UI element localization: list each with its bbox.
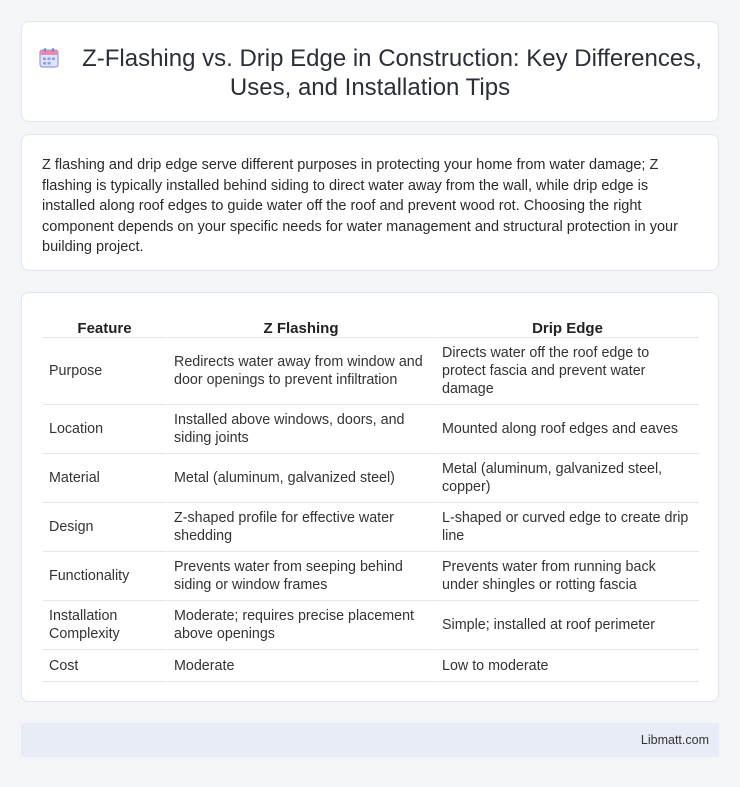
feature-cell: Location <box>43 405 166 454</box>
table-row <box>43 601 699 650</box>
intro-card <box>21 134 719 271</box>
feature-cell: Purpose <box>43 338 166 405</box>
drip-edge-cell: L-shaped or curved edge to create drip line <box>434 503 699 552</box>
drip-edge-cell: Prevents water from running back under shingles or rotting fascia <box>434 552 699 601</box>
comparison-table <box>43 313 699 682</box>
drip-edge-cell: Mounted along roof edges and eaves <box>434 405 699 454</box>
feature-cell: Design <box>43 503 166 552</box>
header-feature: Feature <box>43 313 166 338</box>
header-drip-edge: Drip Edge <box>434 313 699 338</box>
header-z-flashing: Z Flashing <box>166 313 434 338</box>
page-title: Z-Flashing vs. Drip Edge in Construction: Key Differences, Uses, and Installation Tips <box>82 45 702 101</box>
table-row <box>43 552 699 601</box>
footer-brand-link[interactable]: Libmatt.com <box>640 733 709 747</box>
title-card <box>21 21 719 122</box>
table-row <box>43 338 699 405</box>
footer-bar <box>21 723 719 757</box>
z-flashing-cell: Redirects water away from window and door openings to prevent infiltration <box>166 338 434 405</box>
feature-cell: Installation Complexity <box>43 601 166 650</box>
z-flashing-cell: Z-shaped profile for effective water shedding <box>166 503 434 552</box>
drip-edge-cell: Directs water off the roof edge to protect fascia and prevent water damage <box>434 338 699 405</box>
z-flashing-cell: Moderate; requires precise placement above openings <box>166 601 434 650</box>
comparison-card <box>21 292 719 702</box>
table-row <box>43 405 699 454</box>
intro-paragraph: Z flashing and drip edge serve different purposes in protecting your home from water damage; Z flashing is typically installed behind siding to direct water away from the wall, while drip edge is installed along roof edges to guide water off the roof and prevent wood rot. Choosing the right component depends on your specific needs for water management and structural protection in your building project. <box>42 157 678 255</box>
feature-cell: Functionality <box>43 552 166 601</box>
drip-edge-cell: Simple; installed at roof perimeter <box>434 601 699 650</box>
z-flashing-cell: Metal (aluminum, galvanized steel) <box>166 454 434 503</box>
drip-edge-cell: Metal (aluminum, galvanized steel, copper) <box>434 454 699 503</box>
table-row <box>43 503 699 552</box>
page-title-wrap <box>22 44 718 102</box>
drip-edge-cell: Low to moderate <box>434 650 699 682</box>
table-header-row <box>43 313 699 338</box>
z-flashing-cell: Moderate <box>166 650 434 682</box>
table-row <box>43 650 699 682</box>
calendar-icon <box>38 47 60 69</box>
z-flashing-cell: Installed above windows, doors, and siding joints <box>166 405 434 454</box>
z-flashing-cell: Prevents water from seeping behind siding or window frames <box>166 552 434 601</box>
table-row <box>43 454 699 503</box>
feature-cell: Material <box>43 454 166 503</box>
feature-cell: Cost <box>43 650 166 682</box>
